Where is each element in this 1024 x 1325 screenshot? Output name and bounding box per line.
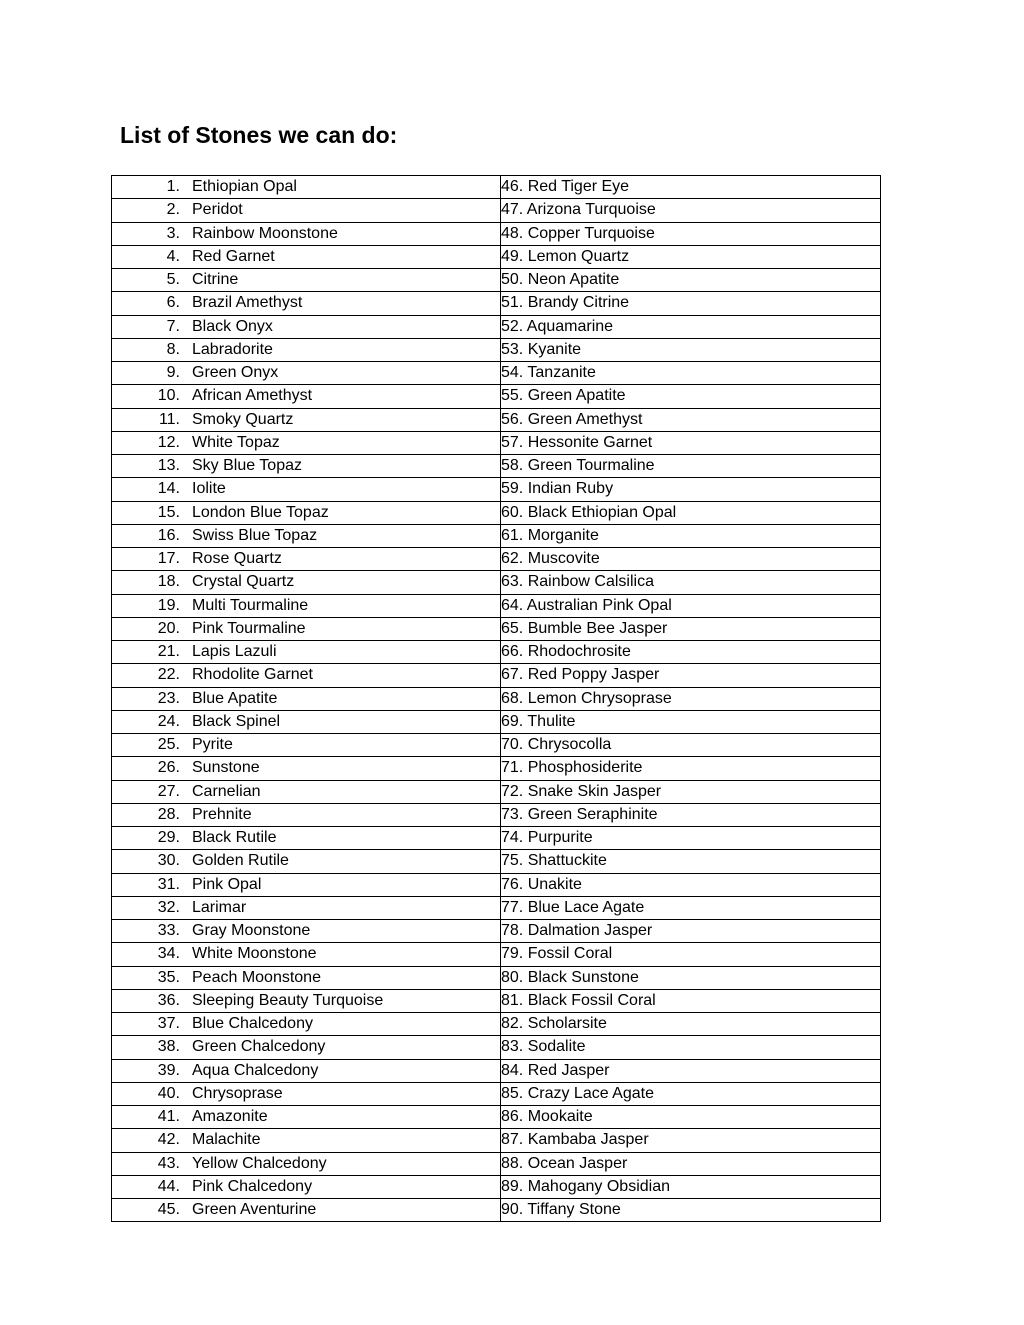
table-row <box>112 1175 881 1198</box>
table-row <box>112 710 881 733</box>
stone-cell-left <box>112 594 501 617</box>
stone-cell-left <box>112 1013 501 1036</box>
stone-cell-right: 53. Kyanite <box>501 338 881 361</box>
stone-name: Gray Moonstone <box>192 922 311 940</box>
stone-name: Brazil Amethyst <box>192 294 303 312</box>
table-row <box>112 431 881 454</box>
stone-cell-left <box>112 920 501 943</box>
stone-name: Chrysoprase <box>192 1084 283 1102</box>
stone-cell-right: 78. Dalmation Jasper <box>501 920 881 943</box>
stone-name: Carnelian <box>192 782 261 800</box>
stone-number: 33. <box>157 922 180 940</box>
stone-cell-left <box>112 1082 501 1105</box>
stone-cell-left <box>112 269 501 292</box>
table-row <box>112 1199 881 1222</box>
stone-cell-left <box>112 315 501 338</box>
table-row <box>112 664 881 687</box>
stone-number: 19. <box>157 596 180 614</box>
table-row <box>112 385 881 408</box>
table-row <box>112 1082 881 1105</box>
stone-name: Black Rutile <box>192 829 277 847</box>
table-row <box>112 687 881 710</box>
stone-number: 6. <box>166 294 180 312</box>
stone-number: 38. <box>157 1038 180 1056</box>
stone-cell-left <box>112 501 501 524</box>
stone-number: 43. <box>157 1154 180 1172</box>
stone-name: Black Onyx <box>192 317 273 335</box>
stone-name: Sleeping Beauty Turquoise <box>192 991 384 1009</box>
stone-name: Golden Rutile <box>192 852 289 870</box>
stone-number: 21. <box>157 643 180 661</box>
stone-cell-left <box>112 780 501 803</box>
stone-cell-right: 65. Bumble Bee Jasper <box>501 617 881 640</box>
stone-number: 31. <box>157 875 180 893</box>
table-row <box>112 1129 881 1152</box>
table-row <box>112 1059 881 1082</box>
table-row <box>112 989 881 1012</box>
stone-name: Amazonite <box>192 1108 268 1126</box>
stone-cell-left <box>112 757 501 780</box>
stone-cell-left <box>112 1175 501 1198</box>
stone-number: 10. <box>157 387 180 405</box>
stone-number: 41. <box>157 1108 180 1126</box>
stone-name: Crystal Quartz <box>192 573 295 591</box>
stone-cell-right: 87. Kambaba Jasper <box>501 1129 881 1152</box>
table-row <box>112 1013 881 1036</box>
stone-number: 35. <box>157 968 180 986</box>
stone-name: Iolite <box>192 480 226 498</box>
stone-cell-right: 88. Ocean Jasper <box>501 1152 881 1175</box>
stone-cell-right: 56. Green Amethyst <box>501 408 881 431</box>
table-row <box>112 780 881 803</box>
stone-cell-right: 64. Australian Pink Opal <box>501 594 881 617</box>
table-row <box>112 594 881 617</box>
stone-name: Smoky Quartz <box>192 410 294 428</box>
stone-cell-left <box>112 292 501 315</box>
stone-name: Labradorite <box>192 340 273 358</box>
stone-number: 1. <box>166 178 180 196</box>
stone-cell-right: 54. Tanzanite <box>501 362 881 385</box>
stone-number: 16. <box>157 526 180 544</box>
table-row <box>112 896 881 919</box>
stone-cell-left <box>112 1129 501 1152</box>
table-row <box>112 338 881 361</box>
stone-name: African Amethyst <box>192 387 313 405</box>
stone-number: 32. <box>157 898 180 916</box>
stone-cell-right: 79. Fossil Coral <box>501 943 881 966</box>
stone-cell-left <box>112 617 501 640</box>
table-row <box>112 827 881 850</box>
stone-cell-left <box>112 455 501 478</box>
stone-cell-right: 74. Purpurite <box>501 827 881 850</box>
stone-cell-right: 77. Blue Lace Agate <box>501 896 881 919</box>
stone-name: Red Garnet <box>192 247 275 265</box>
stone-cell-right: 59. Indian Ruby <box>501 478 881 501</box>
stone-name: White Moonstone <box>192 945 317 963</box>
stone-name: Pyrite <box>192 736 233 754</box>
stone-cell-right: 66. Rhodochrosite <box>501 641 881 664</box>
stone-number: 25. <box>157 736 180 754</box>
stone-cell-left <box>112 827 501 850</box>
table-row <box>112 501 881 524</box>
stone-cell-right: 70. Chrysocolla <box>501 734 881 757</box>
stone-name: White Topaz <box>192 433 280 451</box>
stone-cell-right: 84. Red Jasper <box>501 1059 881 1082</box>
stone-number: 39. <box>157 1061 180 1079</box>
stone-number: 27. <box>157 782 180 800</box>
stone-cell-left <box>112 803 501 826</box>
stone-name: Prehnite <box>192 805 252 823</box>
stone-name: Lapis Lazuli <box>192 643 277 661</box>
stone-cell-right: 85. Crazy Lace Agate <box>501 1082 881 1105</box>
table-row <box>112 408 881 431</box>
stone-name: Peridot <box>192 201 243 219</box>
stone-name: Peach Moonstone <box>192 968 321 986</box>
stones-table-body <box>112 176 881 1222</box>
stone-cell-left <box>112 478 501 501</box>
table-row <box>112 920 881 943</box>
stone-number: 22. <box>157 666 180 684</box>
table-row <box>112 176 881 199</box>
stone-name: Swiss Blue Topaz <box>192 526 318 544</box>
stone-name: Sky Blue Topaz <box>192 457 302 475</box>
stone-cell-left <box>112 989 501 1012</box>
stone-cell-right: 81. Black Fossil Coral <box>501 989 881 1012</box>
stone-cell-left <box>112 664 501 687</box>
stone-name: Multi Tourmaline <box>192 596 309 614</box>
table-row <box>112 222 881 245</box>
table-row <box>112 524 881 547</box>
stone-number: 7. <box>166 317 180 335</box>
stone-cell-right: 63. Rainbow Calsilica <box>501 571 881 594</box>
stone-cell-left <box>112 896 501 919</box>
stone-cell-left <box>112 1152 501 1175</box>
stone-cell-right: 57. Hessonite Garnet <box>501 431 881 454</box>
stone-number: 8. <box>166 340 180 358</box>
stone-cell-left <box>112 1036 501 1059</box>
stone-cell-left <box>112 222 501 245</box>
stone-cell-left <box>112 873 501 896</box>
table-row <box>112 734 881 757</box>
stone-cell-left <box>112 641 501 664</box>
stone-number: 26. <box>157 759 180 777</box>
table-row <box>112 850 881 873</box>
stone-cell-right: 72. Snake Skin Jasper <box>501 780 881 803</box>
stone-number: 18. <box>157 573 180 591</box>
stone-cell-right: 82. Scholarsite <box>501 1013 881 1036</box>
stone-cell-right: 62. Muscovite <box>501 548 881 571</box>
stone-number: 28. <box>157 805 180 823</box>
stone-number: 30. <box>157 852 180 870</box>
stone-cell-left <box>112 385 501 408</box>
stones-table <box>111 175 881 1222</box>
stone-cell-right: 75. Shattuckite <box>501 850 881 873</box>
stone-cell-right: 61. Morganite <box>501 524 881 547</box>
stone-name: Green Chalcedony <box>192 1038 326 1056</box>
stone-number: 14. <box>157 480 180 498</box>
stone-cell-left <box>112 1199 501 1222</box>
stone-cell-right: 76. Unakite <box>501 873 881 896</box>
stone-cell-right: 58. Green Tourmaline <box>501 455 881 478</box>
stone-cell-right: 89. Mahogany Obsidian <box>501 1175 881 1198</box>
table-row <box>112 943 881 966</box>
stone-cell-left <box>112 362 501 385</box>
stone-number: 36. <box>157 991 180 1009</box>
stone-cell-right: 71. Phosphosiderite <box>501 757 881 780</box>
stone-name: Aqua Chalcedony <box>192 1061 319 1079</box>
stone-cell-right: 68. Lemon Chrysoprase <box>501 687 881 710</box>
table-row <box>112 757 881 780</box>
stone-name: Pink Opal <box>192 875 262 893</box>
stone-number: 5. <box>166 271 180 289</box>
stone-cell-right: 80. Black Sunstone <box>501 966 881 989</box>
stone-name: Green Aventurine <box>192 1201 317 1219</box>
table-row <box>112 966 881 989</box>
stone-cell-right: 51. Brandy Citrine <box>501 292 881 315</box>
stone-cell-left <box>112 338 501 361</box>
table-row <box>112 199 881 222</box>
stone-name: Pink Chalcedony <box>192 1177 313 1195</box>
stone-cell-right: 86. Mookaite <box>501 1106 881 1129</box>
stone-name: Rainbow Moonstone <box>192 224 338 242</box>
stone-name: Citrine <box>192 271 239 289</box>
stone-cell-right: 49. Lemon Quartz <box>501 245 881 268</box>
stone-number: 11. <box>158 410 180 428</box>
table-row <box>112 292 881 315</box>
stone-cell-right: 47. Arizona Turquoise <box>501 199 881 222</box>
stone-cell-right: 55. Green Apatite <box>501 385 881 408</box>
stone-number: 9. <box>166 364 180 382</box>
table-row <box>112 1106 881 1129</box>
stone-name: Green Onyx <box>192 364 279 382</box>
stone-name: Pink Tourmaline <box>192 619 306 637</box>
stone-name: Sunstone <box>192 759 260 777</box>
table-row <box>112 315 881 338</box>
stone-cell-left <box>112 548 501 571</box>
stone-cell-left <box>112 199 501 222</box>
table-row <box>112 245 881 268</box>
stone-cell-right: 52. Aquamarine <box>501 315 881 338</box>
stone-name: Malachite <box>192 1131 261 1149</box>
stone-cell-left <box>112 943 501 966</box>
stone-name: Larimar <box>192 898 247 916</box>
table-row <box>112 478 881 501</box>
stone-cell-right: 83. Sodalite <box>501 1036 881 1059</box>
stone-cell-left <box>112 966 501 989</box>
stone-cell-left <box>112 850 501 873</box>
stone-name: London Blue Topaz <box>192 503 329 521</box>
table-row <box>112 362 881 385</box>
stone-number: 45. <box>157 1201 180 1219</box>
stone-number: 4. <box>166 247 180 265</box>
table-row <box>112 641 881 664</box>
stone-cell-right: 48. Copper Turquoise <box>501 222 881 245</box>
stone-cell-left <box>112 571 501 594</box>
table-row <box>112 269 881 292</box>
table-row <box>112 803 881 826</box>
stone-cell-right: 46. Red Tiger Eye <box>501 176 881 199</box>
stone-name: Blue Apatite <box>192 689 278 707</box>
page-title: List of Stones we can do: <box>120 122 398 148</box>
stone-cell-left <box>112 1106 501 1129</box>
stone-number: 23. <box>157 689 180 707</box>
stone-cell-right: 73. Green Seraphinite <box>501 803 881 826</box>
stone-name: Yellow Chalcedony <box>192 1154 327 1172</box>
stone-name: Rhodolite Garnet <box>192 666 313 684</box>
stone-number: 29. <box>157 829 180 847</box>
stone-cell-left <box>112 245 501 268</box>
stone-cell-right: 60. Black Ethiopian Opal <box>501 501 881 524</box>
stone-cell-right: 50. Neon Apatite <box>501 269 881 292</box>
stone-number: 34. <box>157 945 180 963</box>
stone-number: 2. <box>166 201 180 219</box>
stone-cell-right: 69. Thulite <box>501 710 881 733</box>
stone-cell-left <box>112 710 501 733</box>
stone-name: Blue Chalcedony <box>192 1015 313 1033</box>
stone-cell-left <box>112 734 501 757</box>
stone-number: 37. <box>157 1015 180 1033</box>
stone-name: Rose Quartz <box>192 550 282 568</box>
table-row <box>112 548 881 571</box>
stone-number: 40. <box>157 1084 180 1102</box>
stone-number: 15. <box>157 503 180 521</box>
table-row <box>112 1152 881 1175</box>
table-row <box>112 617 881 640</box>
stone-number: 17. <box>157 550 180 568</box>
table-row <box>112 571 881 594</box>
stone-cell-right: 67. Red Poppy Jasper <box>501 664 881 687</box>
stone-cell-left <box>112 1059 501 1082</box>
stone-cell-left <box>112 431 501 454</box>
stone-number: 13. <box>157 457 180 475</box>
stone-cell-left <box>112 687 501 710</box>
stone-cell-left <box>112 524 501 547</box>
table-row <box>112 1036 881 1059</box>
stone-cell-left <box>112 176 501 199</box>
table-row <box>112 455 881 478</box>
stone-name: Black Spinel <box>192 712 281 730</box>
stone-number: 20. <box>157 619 180 637</box>
stone-number: 42. <box>157 1131 180 1149</box>
stone-cell-right: 90. Tiffany Stone <box>501 1199 881 1222</box>
stone-number: 12. <box>157 433 180 451</box>
stone-number: 44. <box>157 1177 180 1195</box>
stone-number: 3. <box>166 224 180 242</box>
stone-name: Ethiopian Opal <box>192 178 297 196</box>
stone-number: 24. <box>157 712 180 730</box>
table-row <box>112 873 881 896</box>
stone-cell-left <box>112 408 501 431</box>
